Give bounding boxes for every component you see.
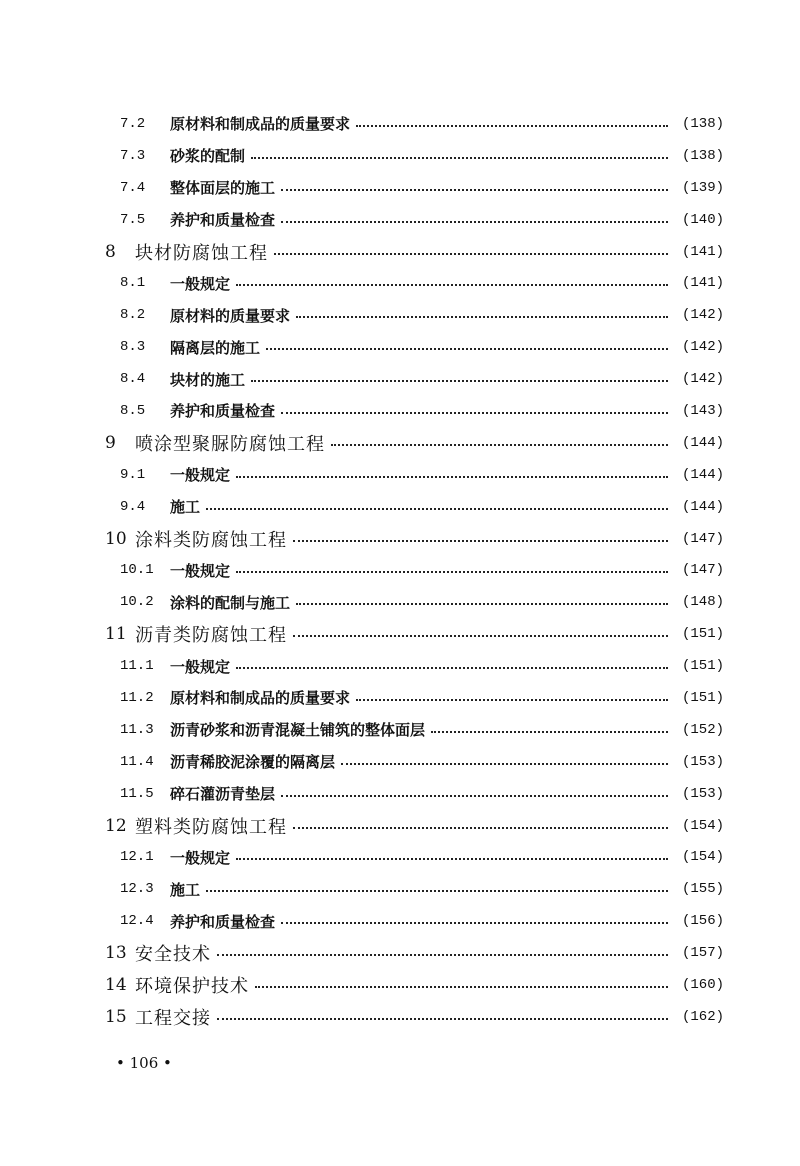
entry-page: (147)	[681, 530, 724, 547]
entry-page: (148)	[681, 594, 724, 611]
entry-number: 12.1	[120, 849, 154, 866]
entry-page: (141)	[681, 275, 724, 292]
toc-chapter-entry	[100, 937, 724, 969]
toc-section-entry	[100, 714, 724, 746]
entry-number: 15	[105, 1006, 127, 1027]
toc-section-entry	[100, 905, 724, 937]
entry-title: 沥青砂浆和沥青混凝土铺筑的整体面层	[170, 721, 426, 740]
entry-title: 碎石灌沥青垫层	[170, 785, 276, 804]
dot-leader	[217, 954, 668, 956]
entry-page: (153)	[681, 753, 724, 770]
entry-title: 施工	[170, 880, 201, 899]
toc-section-entry	[100, 299, 724, 331]
entry-number: 8	[105, 241, 116, 262]
entry-page: (142)	[681, 371, 724, 388]
entry-number: 10	[105, 528, 127, 549]
entry-title: 养护和质量检查	[170, 912, 276, 931]
toc-chapter-entry	[100, 1001, 724, 1033]
entry-title: 整体面层的施工	[170, 179, 276, 198]
entry-title: 塑料类防腐蚀工程	[135, 816, 287, 838]
entry-page: (162)	[681, 1008, 724, 1025]
entry-page: (144)	[681, 434, 724, 451]
toc-chapter-entry	[100, 236, 724, 268]
toc-chapter-entry	[100, 427, 724, 459]
dot-leader	[255, 986, 668, 988]
entry-title: 涂料类防腐蚀工程	[135, 529, 287, 551]
entry-page: (142)	[681, 307, 724, 324]
toc-section-entry	[100, 554, 724, 586]
dot-leader	[251, 380, 668, 382]
entry-page: (147)	[681, 562, 724, 579]
dot-leader	[236, 858, 668, 860]
dot-leader	[331, 444, 668, 446]
toc-chapter-entry	[100, 523, 724, 555]
entry-number: 11.2	[120, 689, 154, 706]
dot-leader	[236, 571, 668, 573]
entry-number: 12	[105, 815, 127, 836]
dot-leader	[293, 635, 668, 637]
dot-leader	[281, 412, 668, 414]
entry-page: (143)	[681, 402, 724, 419]
toc-section-entry	[100, 331, 724, 363]
entry-title: 工程交接	[135, 1007, 211, 1029]
dot-leader	[293, 540, 668, 542]
entry-title: 块材的施工	[170, 370, 246, 389]
dot-leader	[356, 125, 668, 127]
entry-title: 安全技术	[135, 944, 211, 966]
entry-page: (152)	[681, 721, 724, 738]
dot-leader	[293, 827, 668, 829]
entry-number: 10.2	[120, 594, 154, 611]
entry-title: 一般规定	[170, 274, 231, 293]
entry-number: 7.3	[120, 147, 146, 164]
entry-title: 隔离层的施工	[170, 338, 261, 357]
entry-number: 8.3	[120, 339, 146, 356]
entry-title: 养护和质量检查	[170, 211, 276, 230]
toc-section-entry	[100, 172, 724, 204]
entry-page: (153)	[681, 785, 724, 802]
entry-title: 涂料的配制与施工	[170, 593, 291, 612]
entry-title: 原材料和制成品的质量要求	[170, 115, 351, 134]
entry-title: 沥青类防腐蚀工程	[135, 625, 287, 647]
entry-number: 12.3	[120, 881, 154, 898]
entry-page: (154)	[681, 817, 724, 834]
dot-leader	[281, 795, 668, 797]
dot-leader	[206, 890, 668, 892]
dot-leader	[281, 221, 668, 223]
entry-title: 原材料和制成品的质量要求	[170, 689, 351, 708]
entry-title: 原材料的质量要求	[170, 306, 291, 325]
entry-page: (138)	[681, 115, 724, 132]
entry-title: 施工	[170, 498, 201, 517]
entry-page: (155)	[681, 881, 724, 898]
entry-number: 9.4	[120, 498, 146, 515]
entry-number: 7.4	[120, 179, 146, 196]
entry-page: (141)	[681, 243, 724, 260]
toc-chapter-entry	[100, 969, 724, 1001]
entry-number: 8.5	[120, 402, 146, 419]
toc-chapter-entry	[100, 618, 724, 650]
entry-number: 8.4	[120, 371, 146, 388]
toc-section-entry	[100, 108, 724, 140]
table-of-contents	[100, 108, 724, 1033]
dot-leader	[431, 731, 668, 733]
dot-leader	[236, 667, 668, 669]
entry-title: 喷涂型聚脲防腐蚀工程	[135, 433, 325, 455]
dot-leader	[341, 763, 668, 765]
toc-section-entry	[100, 204, 724, 236]
dot-leader	[281, 922, 668, 924]
entry-number: 13	[105, 943, 127, 964]
entry-page: (144)	[681, 466, 724, 483]
entry-number: 14	[105, 974, 127, 995]
entry-number: 7.5	[120, 211, 146, 228]
entry-title: 砂浆的配制	[170, 147, 246, 166]
toc-section-entry	[100, 650, 724, 682]
dot-leader	[236, 284, 668, 286]
dot-leader	[217, 1018, 668, 1020]
toc-section-entry	[100, 778, 724, 810]
entry-number: 11	[105, 624, 127, 645]
entry-number: 9.1	[120, 466, 146, 483]
dot-leader	[206, 508, 668, 510]
entry-page: (160)	[681, 976, 724, 993]
toc-chapter-entry	[100, 810, 724, 842]
toc-section-entry	[100, 267, 724, 299]
dot-leader	[296, 316, 668, 318]
entry-page: (154)	[681, 849, 724, 866]
entry-title: 养护和质量检查	[170, 402, 276, 421]
entry-number: 8.1	[120, 275, 146, 292]
toc-section-entry	[100, 491, 724, 523]
entry-title: 块材防腐蚀工程	[135, 242, 268, 264]
entry-number: 11.3	[120, 721, 154, 738]
entry-page: (139)	[681, 179, 724, 196]
entry-title: 一般规定	[170, 848, 231, 867]
entry-number: 11.1	[120, 658, 154, 675]
entry-number: 8.2	[120, 307, 146, 324]
toc-section-entry	[100, 746, 724, 778]
entry-page: (151)	[681, 689, 724, 706]
entry-title: 一般规定	[170, 466, 231, 485]
entry-number: 7.2	[120, 115, 146, 132]
dot-leader	[356, 699, 668, 701]
entry-page: (151)	[681, 658, 724, 675]
dot-leader	[281, 189, 668, 191]
toc-section-entry	[100, 140, 724, 172]
toc-section-entry	[100, 363, 724, 395]
entry-number: 12.4	[120, 913, 154, 930]
entry-page: (151)	[681, 626, 724, 643]
toc-section-entry	[100, 873, 724, 905]
entry-page: (142)	[681, 339, 724, 356]
dot-leader	[274, 253, 668, 255]
toc-section-entry	[100, 395, 724, 427]
entry-page: (138)	[681, 147, 724, 164]
dot-leader	[236, 476, 668, 478]
toc-section-entry	[100, 841, 724, 873]
entry-page: (156)	[681, 913, 724, 930]
entry-page: (157)	[681, 945, 724, 962]
dot-leader	[266, 348, 668, 350]
entry-number: 11.5	[120, 785, 154, 802]
dot-leader	[251, 157, 668, 159]
toc-section-entry	[100, 682, 724, 714]
toc-section-entry	[100, 459, 724, 491]
page-number: • 106 •	[116, 1054, 172, 1072]
entry-number: 9	[105, 432, 116, 453]
entry-page: (144)	[681, 498, 724, 515]
entry-number: 11.4	[120, 753, 154, 770]
dot-leader	[296, 603, 668, 605]
entry-title: 沥青稀胶泥涂覆的隔离层	[170, 753, 336, 772]
entry-title: 一般规定	[170, 561, 231, 580]
toc-section-entry	[100, 586, 724, 618]
entry-title: 环境保护技术	[135, 975, 249, 997]
entry-title: 一般规定	[170, 657, 231, 676]
entry-number: 10.1	[120, 562, 154, 579]
entry-page: (140)	[681, 211, 724, 228]
